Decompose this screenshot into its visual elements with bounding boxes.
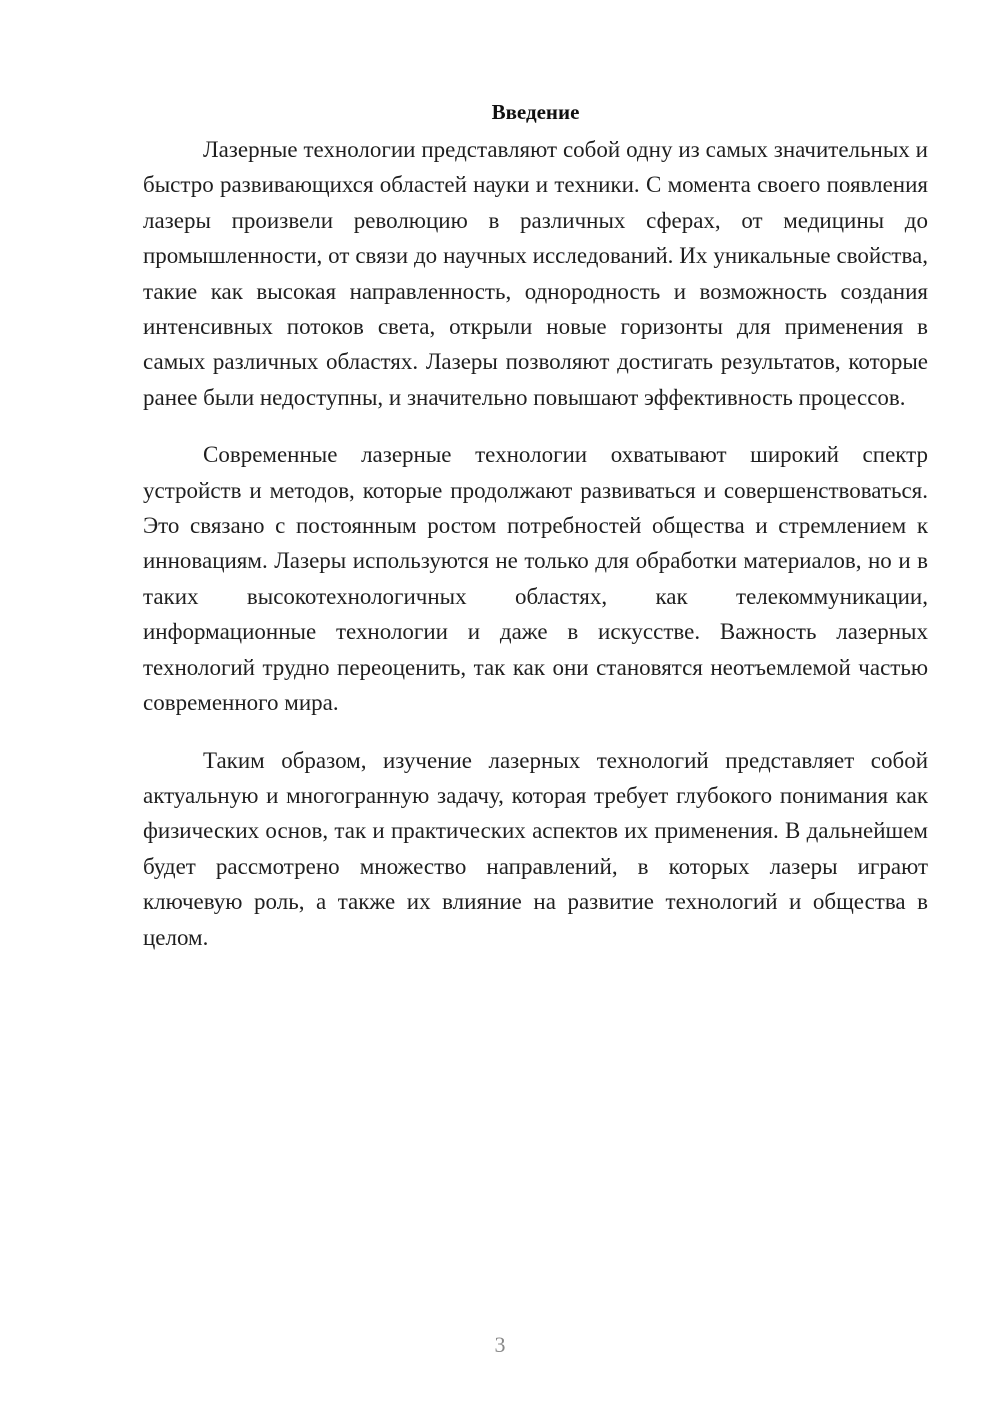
page-content: [143, 92, 928, 977]
paragraph-2: Современные лазерные технологии охватывают широкий спектр устройств и методов, которые продолжают развиваться и совершенствоваться. Это связано с постоянным ростом потребностей общества и стремлением к инновациям. Лазеры используются не только для обработки материалов, но и в таких высокотехнологичных областях, как телекоммуникации, информационные технологии и даже в искусстве. Важность лазерных технологий трудно переоценить, так как они становятся неотъемлемой частью современного мира.: [143, 442, 928, 716]
page-number: 3: [494, 1332, 506, 1357]
paragraph-3: Таким образом, изучение лазерных технологий представляет собой актуальную и многогранную задачу, которая требует глубокого понимания как физических основ, так и практических аспектов их применения. В дальнейшем будет рассмотрено множество направлений, в которых лазеры играют ключевую роль, а также их влияние на развитие технологий и общества в целом.: [143, 747, 928, 950]
paragraph-1: Лазерные технологии представляют собой одну из самых значительных и быстро развивающихся областей науки и техники. С момента своего появления лазеры произвели революцию в различных сферах, от медицины до промышленности, от связи до научных исследований. Их уникальные свойства, такие как высокая направленность, однородность и возможность создания интенсивных потоков света, открыли новые горизонты для применения в самых различных областях. Лазеры позволяют достигать результатов, которые ранее были недоступны, и значительно повышают эффективность процессов.: [143, 137, 928, 410]
section-title: Введение: [491, 100, 580, 124]
